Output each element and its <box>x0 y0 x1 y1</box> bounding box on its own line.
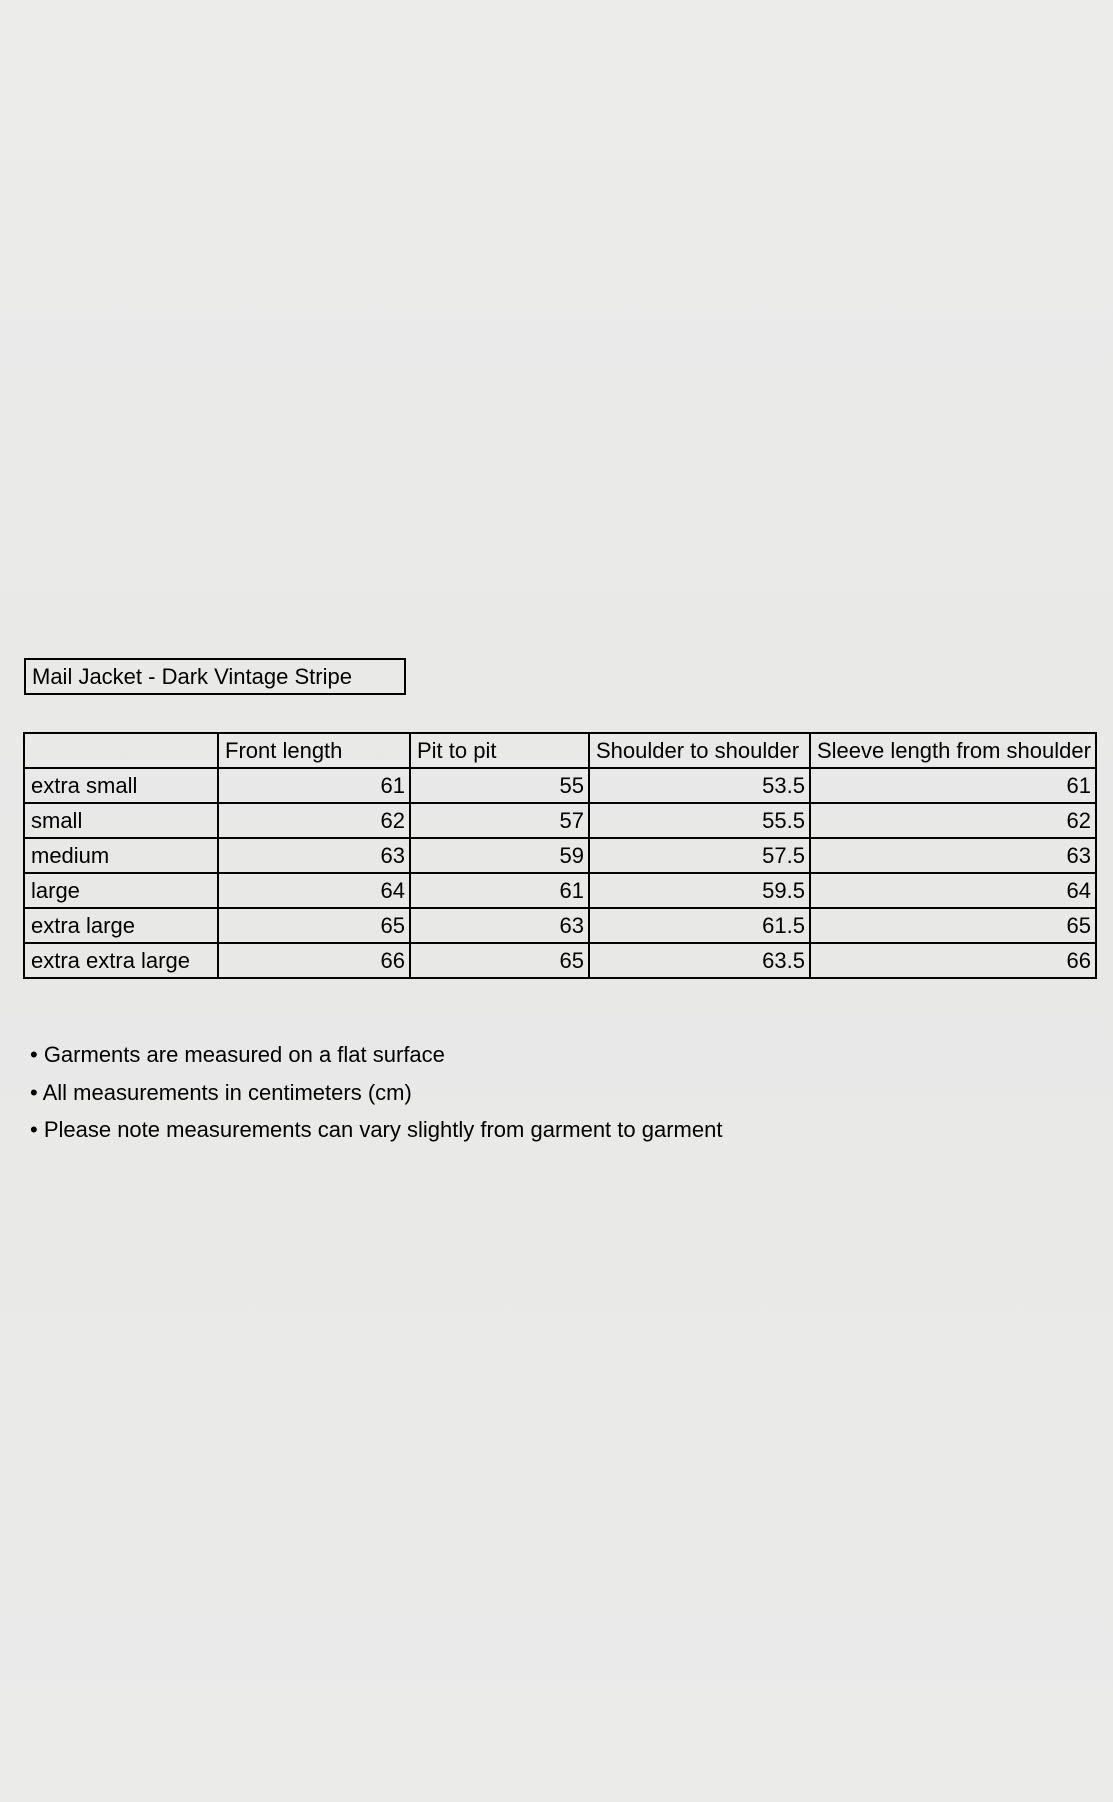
pit-to-pit-value: 61 <box>410 873 589 908</box>
table-row <box>24 943 1096 978</box>
table-row <box>24 768 1096 803</box>
front-length-value: 62 <box>218 803 410 838</box>
header-cell-empty <box>24 733 218 768</box>
note-variation: • Please note measurements can vary slightly from garment to garment <box>30 1117 723 1142</box>
table-row <box>24 873 1096 908</box>
sleeve-value: 61 <box>810 768 1096 803</box>
front-length-value: 65 <box>218 908 410 943</box>
size-label: small <box>24 803 218 838</box>
product-title: Mail Jacket - Dark Vintage Stripe <box>24 658 406 695</box>
header-cell-front-length: Front length <box>218 733 410 768</box>
front-length-value: 63 <box>218 838 410 873</box>
table-row <box>24 803 1096 838</box>
header-cell-sleeve-length: Sleeve length from shoulder <box>810 733 1096 768</box>
sleeve-value: 64 <box>810 873 1096 908</box>
size-label: medium <box>24 838 218 873</box>
sleeve-value: 62 <box>810 803 1096 838</box>
shoulder-value: 55.5 <box>589 803 810 838</box>
measurement-notes <box>30 1036 722 1149</box>
sleeve-value: 63 <box>810 838 1096 873</box>
shoulder-value: 61.5 <box>589 908 810 943</box>
pit-to-pit-value: 55 <box>410 768 589 803</box>
header-cell-pit-to-pit: Pit to pit <box>410 733 589 768</box>
shoulder-value: 63.5 <box>589 943 810 978</box>
table-header-row <box>24 733 1096 768</box>
shoulder-value: 53.5 <box>589 768 810 803</box>
size-label: extra large <box>24 908 218 943</box>
size-label: extra small <box>24 768 218 803</box>
sleeve-value: 66 <box>810 943 1096 978</box>
front-length-value: 66 <box>218 943 410 978</box>
header-cell-shoulder-to-shoulder: Shoulder to shoulder <box>589 733 810 768</box>
shoulder-value: 59.5 <box>589 873 810 908</box>
pit-to-pit-value: 59 <box>410 838 589 873</box>
table-row <box>24 908 1096 943</box>
pit-to-pit-value: 65 <box>410 943 589 978</box>
sleeve-value: 65 <box>810 908 1096 943</box>
pit-to-pit-value: 63 <box>410 908 589 943</box>
table-row <box>24 838 1096 873</box>
note-flat-surface: • Garments are measured on a flat surface <box>30 1042 445 1067</box>
pit-to-pit-value: 57 <box>410 803 589 838</box>
note-units: • All measurements in centimeters (cm) <box>30 1079 412 1105</box>
front-length-value: 64 <box>218 873 410 908</box>
shoulder-value: 57.5 <box>589 838 810 873</box>
size-table <box>23 732 1097 979</box>
size-label: large <box>24 873 218 908</box>
front-length-value: 61 <box>218 768 410 803</box>
size-label: extra extra large <box>24 943 218 978</box>
